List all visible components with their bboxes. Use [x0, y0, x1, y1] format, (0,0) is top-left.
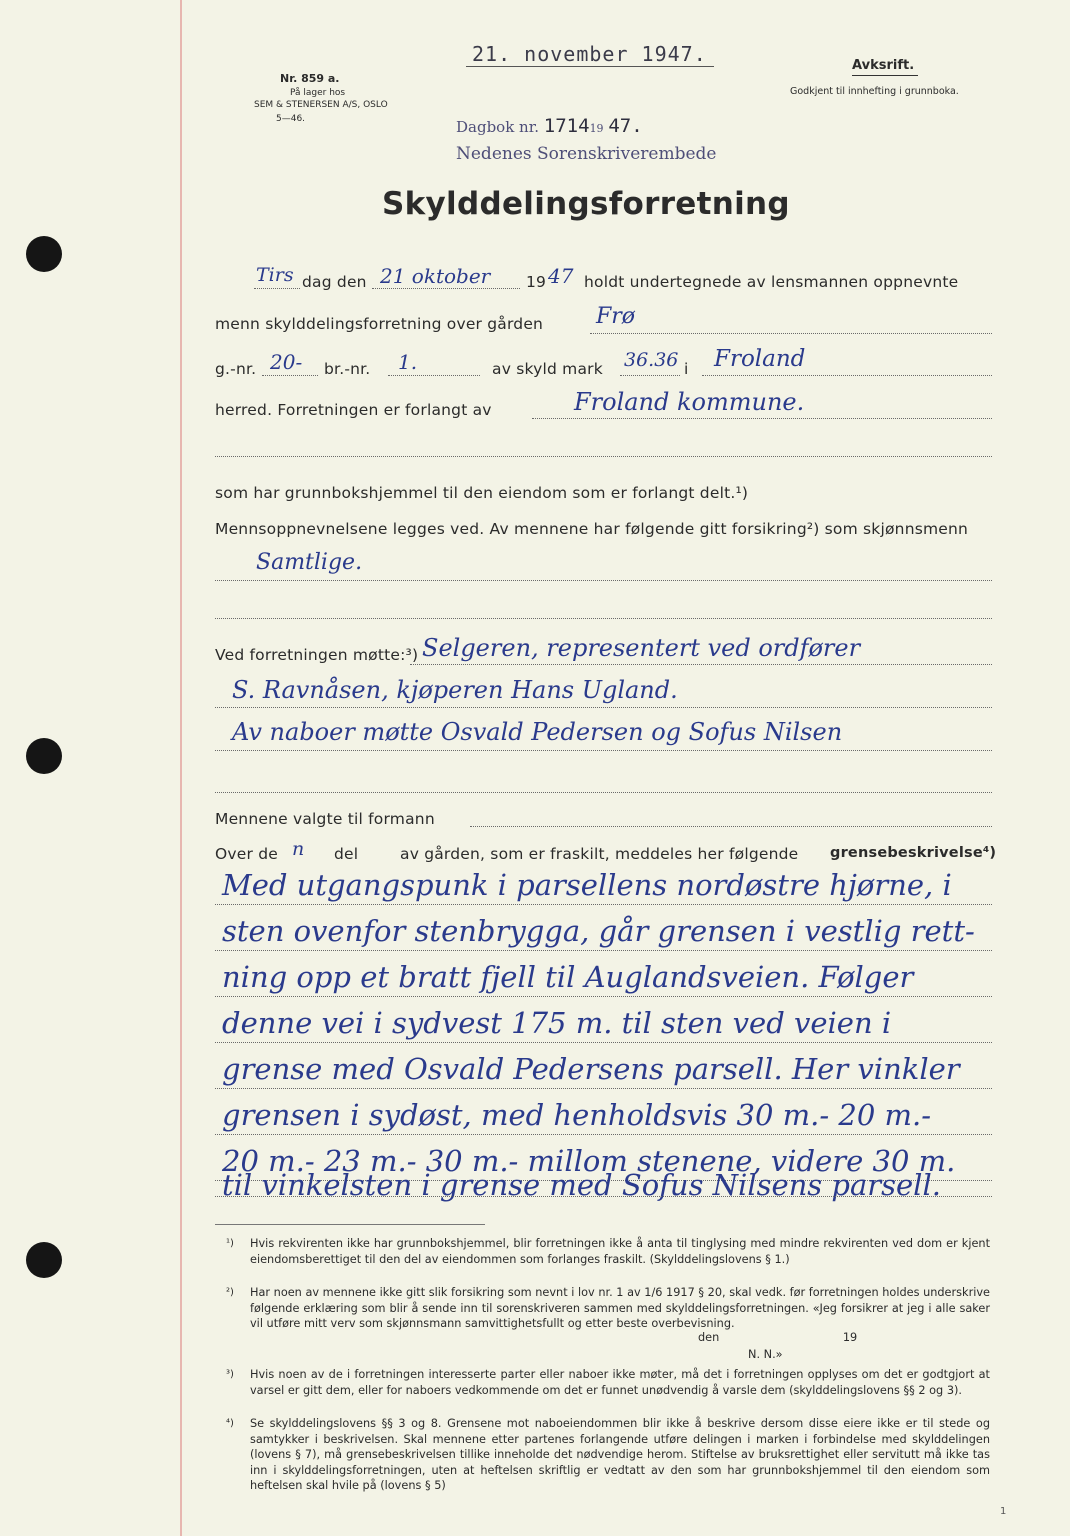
bnr-value: 1. [398, 350, 418, 374]
grense-line-8: til vinkelsten i grense med Sofus Nilsens parsell. [222, 1168, 941, 1202]
top-date-underline [466, 66, 714, 67]
printer-line-3: 5—46. [276, 114, 306, 124]
bnr-label: br.-nr. [324, 360, 371, 378]
skyld-line [620, 375, 680, 376]
footnote-4-num: ⁴) [226, 1418, 234, 1429]
gnr-label: g.-nr. [215, 360, 257, 378]
over-label: Over de [215, 845, 278, 863]
dagbok-year: 47. [608, 115, 643, 137]
footnote-3: Hvis noen av de i forretningen interesserte parter eller naboer ikke møter, må det i forretningen opplyses om det er godtgjort at varsel er gitt dem, eller for naboers vedkommende om det er funnet unødvendig å varsle dem (skylddelingslovens §§ 2 og 3). [250, 1368, 990, 1397]
date-handwritten: 21 oktober [380, 264, 491, 288]
grense-line-5: grense med Osvald Pedersens parsell. Her vinkler [222, 1052, 960, 1086]
year-handwritten: 47 [548, 264, 574, 288]
gnr-line [262, 375, 318, 376]
form-number: Nr. 859 a. [280, 72, 340, 85]
footnote-1-num: ¹) [226, 1238, 234, 1249]
footnote-2: Har noen av mennene ikke gitt slik forsikring som nevnt i lov nr. 1 av 1/6 1917 § 20, skal vedk. før forretningen holdes underskrive følgende erklæring som blir å sende inn til sorenskriveren sammen med skylddelingsforretningen. «Jeg forsikrer at jeg i alle saker vil utføre mitt verv som skjønnsmann samvittighetsfullt og etter beste overbevisning. [250, 1286, 990, 1330]
blank-line-2 [215, 618, 992, 619]
avskrift-note: Godkjent til innhefting i grunnboka. [790, 86, 959, 97]
date-line [372, 288, 520, 289]
farm-label: menn skylddelingsforretning over gården [215, 315, 544, 333]
footnote-4: Se skylddelingslovens §§ 3 og 8. Grensene mot naboeiendommen blir ikke å beskrive dersom disse eiere ikke er til stede og samtykker i beskrivelsen. Skal mennene etter partenes forlangende utføre delingen i marken i forbindelse med skylddelingen (lovens § 7), må grensebeskrivelsen tillike inneholde det nødvendige herom. Stiftelse av bruksrettighet eller servitutt må ikke tas inn i skylddelingsforretningen, uten at heftelsen skriftlig er vedtatt av den som har grunnbokshjemmel til den eiendom som heftelsen skal hvile på (lovens § 5) [250, 1417, 990, 1492]
weekday-handwritten: Tirs [256, 264, 294, 286]
footnote-2-signature: N. N.» [748, 1348, 783, 1361]
dagbok-stamp [456, 115, 643, 137]
forsikring-text: Mennsoppnevnelsene legges ved. Av mennene har følgende gitt forsikring²) som skjønnsmenn [215, 520, 969, 538]
grense-rule-4 [215, 1042, 992, 1043]
skyld-label: av skyld mark [492, 360, 603, 378]
dagbok-number: 1714 [543, 115, 590, 137]
weekday-line [254, 288, 300, 289]
corner-mark: 1 [1000, 1506, 1007, 1517]
skjonnsmenn-line [215, 580, 992, 581]
forlangt-line [532, 418, 992, 419]
del-label: del [334, 845, 359, 863]
formann-line [470, 826, 992, 827]
motte-label: Ved forretningen møtte:³) [215, 646, 419, 664]
farm-handwritten: Frø [596, 304, 636, 329]
footnote-3-num: ³) [226, 1369, 234, 1380]
blank-line-1 [215, 456, 992, 457]
dagbok-label: Dagbok nr. [456, 118, 540, 136]
grense-rule-6 [215, 1134, 992, 1135]
dagbok-year-prefix: 19 [589, 122, 604, 135]
grense-line-6: grensen i sydøst, med henholdsvis 30 m.- 20 m.- [222, 1098, 932, 1132]
grense-line-7: 20 m.- 23 m.- 30 m.- millom stenene, videre 30 m. [222, 1144, 956, 1178]
avskrift-underline [852, 75, 918, 76]
forlangt-value: Froland kommune. [574, 388, 805, 416]
top-date: 21. november 1947. [472, 42, 707, 66]
blank-line-3 [215, 792, 992, 793]
grense-bold: grensebeskrivelse⁴) [830, 845, 997, 861]
margin-line [180, 0, 182, 1536]
printer-line-2: SEM & STENERSEN A/S, OSLO [254, 100, 388, 110]
printer-line-1: På lager hos [290, 88, 346, 98]
footnote-1: Hvis rekvirenten ikke har grunnbokshjemmel, blir forretningen ikke å anta til tinglysing med mindre rekvirenten ved dom er kjent eiendomsberettiget til den del av eiendommen som forlanges fraskilt. (Skylddelingslovens § 1.) [250, 1237, 990, 1266]
forlangt-label: herred. Forretningen er forlangt av [215, 401, 492, 419]
place-line [702, 375, 992, 376]
grense-line-3: ning opp et bratt fjell til Auglandsveien. Følger [222, 960, 914, 994]
skjonnsmenn-value: Samtlige. [256, 550, 363, 575]
motte-rule-1 [410, 664, 992, 665]
place-value: Froland [714, 346, 806, 372]
formann-label: Mennene valgte til formann [215, 810, 435, 828]
grense-rest: av gården, som er fraskilt, meddeles her følgende [400, 845, 799, 863]
footnote-separator [215, 1224, 485, 1225]
i-label: i [684, 360, 689, 378]
over-n-handwritten: n [292, 838, 305, 860]
motte-rule-3 [215, 750, 992, 751]
avskrift-title: Avksrift. [852, 58, 915, 73]
motte-line-2: S. Ravnåsen, kjøperen Hans Ugland. [232, 676, 678, 704]
document-title: Skylddelingsforretning [382, 186, 790, 222]
farm-line [590, 333, 992, 334]
grense-rule-1 [215, 904, 992, 905]
grense-line-1: Med utgangspunk i parsellens nordøstre hjørne, i [222, 868, 952, 902]
motte-rule-2 [215, 707, 992, 708]
bnr-line [388, 375, 480, 376]
punch-hole-middle [26, 738, 62, 774]
grense-line-2: sten ovenfor stenbrygga, går grensen i vestlig rett- [222, 914, 975, 948]
punch-hole-top [26, 236, 62, 272]
year-prefix: 19 [526, 273, 547, 291]
grense-line-4: denne vei i sydvest 175 m. til sten ved veien i [222, 1006, 892, 1040]
grunnbok-text: som har grunnbokshjemmel til den eiendom som er forlangt delt.¹) [215, 484, 749, 502]
skyld-value: 36.36 [624, 349, 679, 371]
grense-rule-3 [215, 996, 992, 997]
row1-rest: holdt undertegnede av lensmannen oppnevnte [584, 273, 959, 291]
office-stamp: Nedenes Sorenskriverembede [456, 144, 717, 164]
footnote-2-num: ²) [226, 1287, 234, 1298]
grense-rule-8 [215, 1196, 992, 1197]
punch-hole-bottom [26, 1242, 62, 1278]
dag-den-label: dag den [302, 273, 367, 291]
grense-rule-5 [215, 1088, 992, 1089]
motte-line-1: Selgeren, representert ved ordfører [422, 634, 861, 662]
grense-rule-2 [215, 950, 992, 951]
gnr-value: 20- [270, 350, 303, 374]
footnote-2-date-line: den 19 [698, 1331, 858, 1344]
motte-line-3: Av naboer møtte Osvald Pedersen og Sofus Nilsen [232, 718, 843, 746]
